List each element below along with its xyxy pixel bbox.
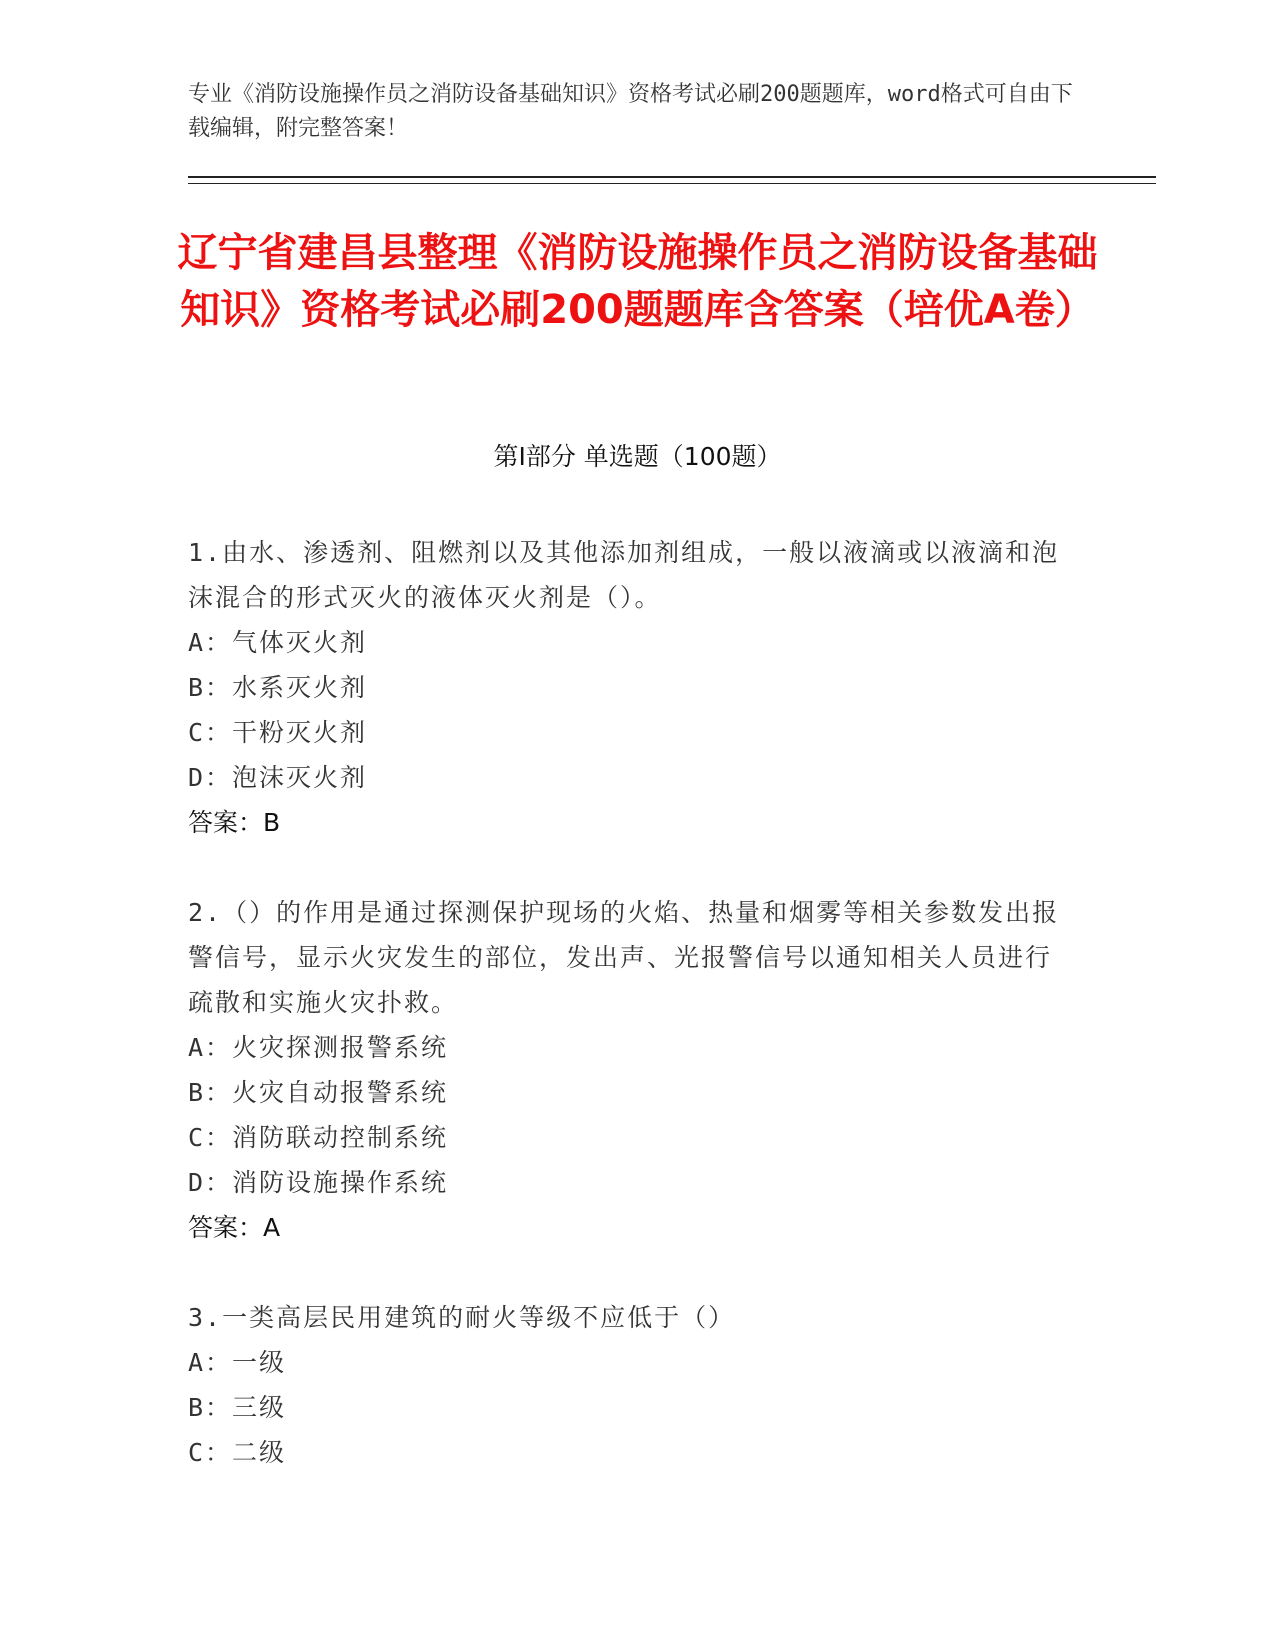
option-d: D：泡沫灭火剂 [188, 763, 368, 792]
option-c: C：消防联动控制系统 [188, 1123, 449, 1152]
question-spacer [188, 845, 1068, 890]
option-a: A：气体灭火剂 [188, 628, 368, 657]
answer: 答案：B [188, 808, 281, 837]
option-b: B：三级 [188, 1393, 287, 1422]
option-c: C：干粉灭火剂 [188, 718, 368, 747]
option-d: D：消防设施操作系统 [188, 1168, 449, 1197]
option-b: B：水系灭火剂 [188, 673, 368, 702]
answer: 答案：A [188, 1213, 281, 1242]
section-title: 第I部分 单选题（100题） [493, 442, 782, 471]
header-divider-thin [188, 183, 1156, 184]
question-spacer [188, 1250, 1068, 1295]
question-stem: 3.一类高层民用建筑的耐火等级不应低于（） [188, 1303, 736, 1332]
question-stem: 1.由水、渗透剂、阻燃剂以及其他添加剂组成，一般以液滴或以液滴和泡沫混合的形式灭火的液体灭火剂是（）。 [188, 538, 1060, 612]
header-divider-thick [188, 176, 1156, 178]
question-2 [188, 890, 1068, 1250]
option-a: A：一级 [188, 1348, 287, 1377]
question-list [188, 530, 1068, 1475]
question-3 [188, 1295, 1068, 1475]
option-b: B：火灾自动报警系统 [188, 1078, 449, 1107]
option-a: A：火灾探测报警系统 [188, 1033, 449, 1062]
question-stem: 2.（）的作用是通过探测保护现场的火焰、热量和烟雾等相关参数发出报警信号，显示火灾发生的部位，发出声、光报警信号以通知相关人员进行疏散和实施火灾扑救。 [188, 898, 1060, 1017]
document-title: 辽宁省建昌县整理《消防设施操作员之消防设备基础知识》资格考试必刷200题题库含答案（培优A卷） [177, 230, 1098, 333]
option-c: C：二级 [188, 1438, 287, 1467]
header-note: 专业《消防设施操作员之消防设备基础知识》资格考试必刷200题题库，word格式可自由下载编辑，附完整答案！ [188, 82, 1073, 141]
question-1 [188, 530, 1068, 845]
